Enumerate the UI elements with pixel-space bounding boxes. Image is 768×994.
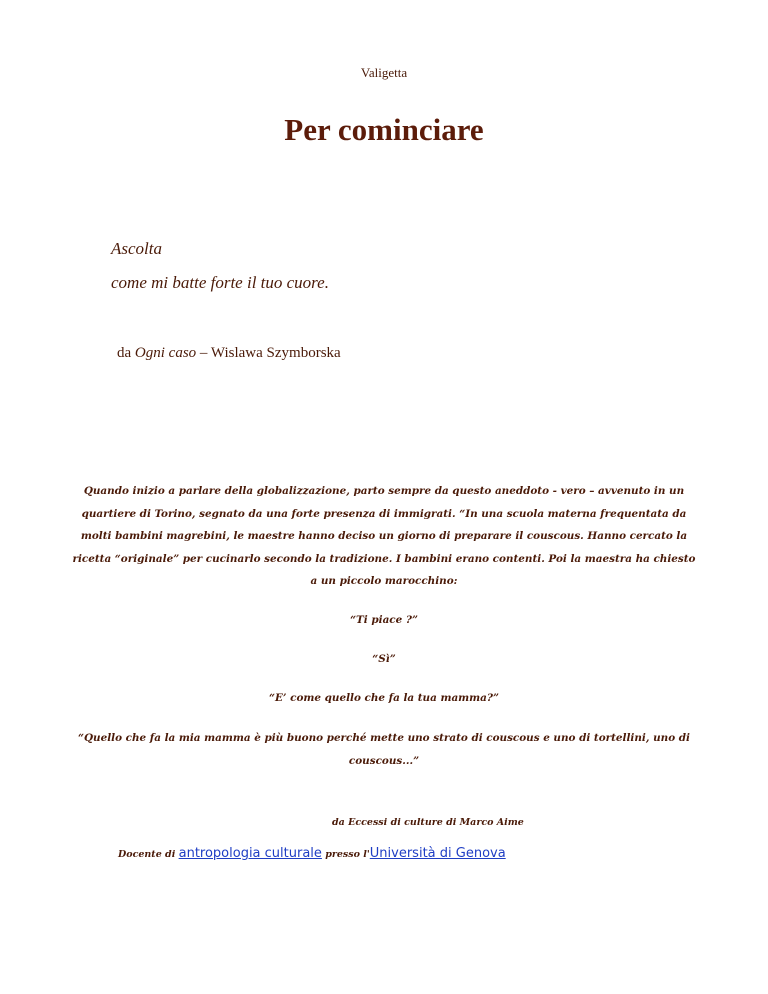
role-prefix: Docente di xyxy=(118,849,179,860)
book-credit: da Eccessi di culture di Marco Aime xyxy=(332,817,524,828)
role-middle: presso l' xyxy=(321,849,370,860)
dialog-line-2: “Sì” xyxy=(372,653,396,665)
poem-line-2: come mi batte forte il tuo cuore. xyxy=(111,273,329,292)
poem-source-author: – Wislawa Szymborska xyxy=(196,345,341,361)
poem-source xyxy=(117,345,341,362)
author-role xyxy=(118,846,506,861)
poem-line-1: Ascolta xyxy=(111,239,162,258)
page-title: Per cominciare xyxy=(284,112,484,147)
dialog-line-3: “E’ come quello che fa la tua mamma?” xyxy=(269,692,499,704)
dialog-line-1: “Ti piace ?” xyxy=(350,614,418,626)
link-antropologia-culturale[interactable]: antropologia culturale xyxy=(178,846,322,861)
dialog-line-4: “Quello che fa la mia mamma è più buono perché mette uno strato di couscous e uno di tortellini, uno di couscous...” xyxy=(78,732,690,767)
header-label: Valigetta xyxy=(360,65,408,80)
story-paragraph: Quando inizio a parlare della globalizzazione, parto sempre da questo aneddoto - vero – avvenuto in un quartiere di Torino, segnato da una forte presenza di immigrati. “In una scuola materna frequentata da molti bambini magrebini, le maestre hanno deciso un giorno di preparare il couscous. Hanno cercato la ricetta “originale” per cucinarlo secondo la tradizione. I bambini erano contenti. Poi la maestra ha chiesto a un piccolo marocchino: xyxy=(72,485,696,588)
poem-source-work: Ogni caso xyxy=(134,345,197,361)
poem-source-prefix: da xyxy=(117,345,135,361)
link-universita-di-genova[interactable]: Università di Genova xyxy=(369,846,506,861)
poem-quote xyxy=(111,232,329,300)
